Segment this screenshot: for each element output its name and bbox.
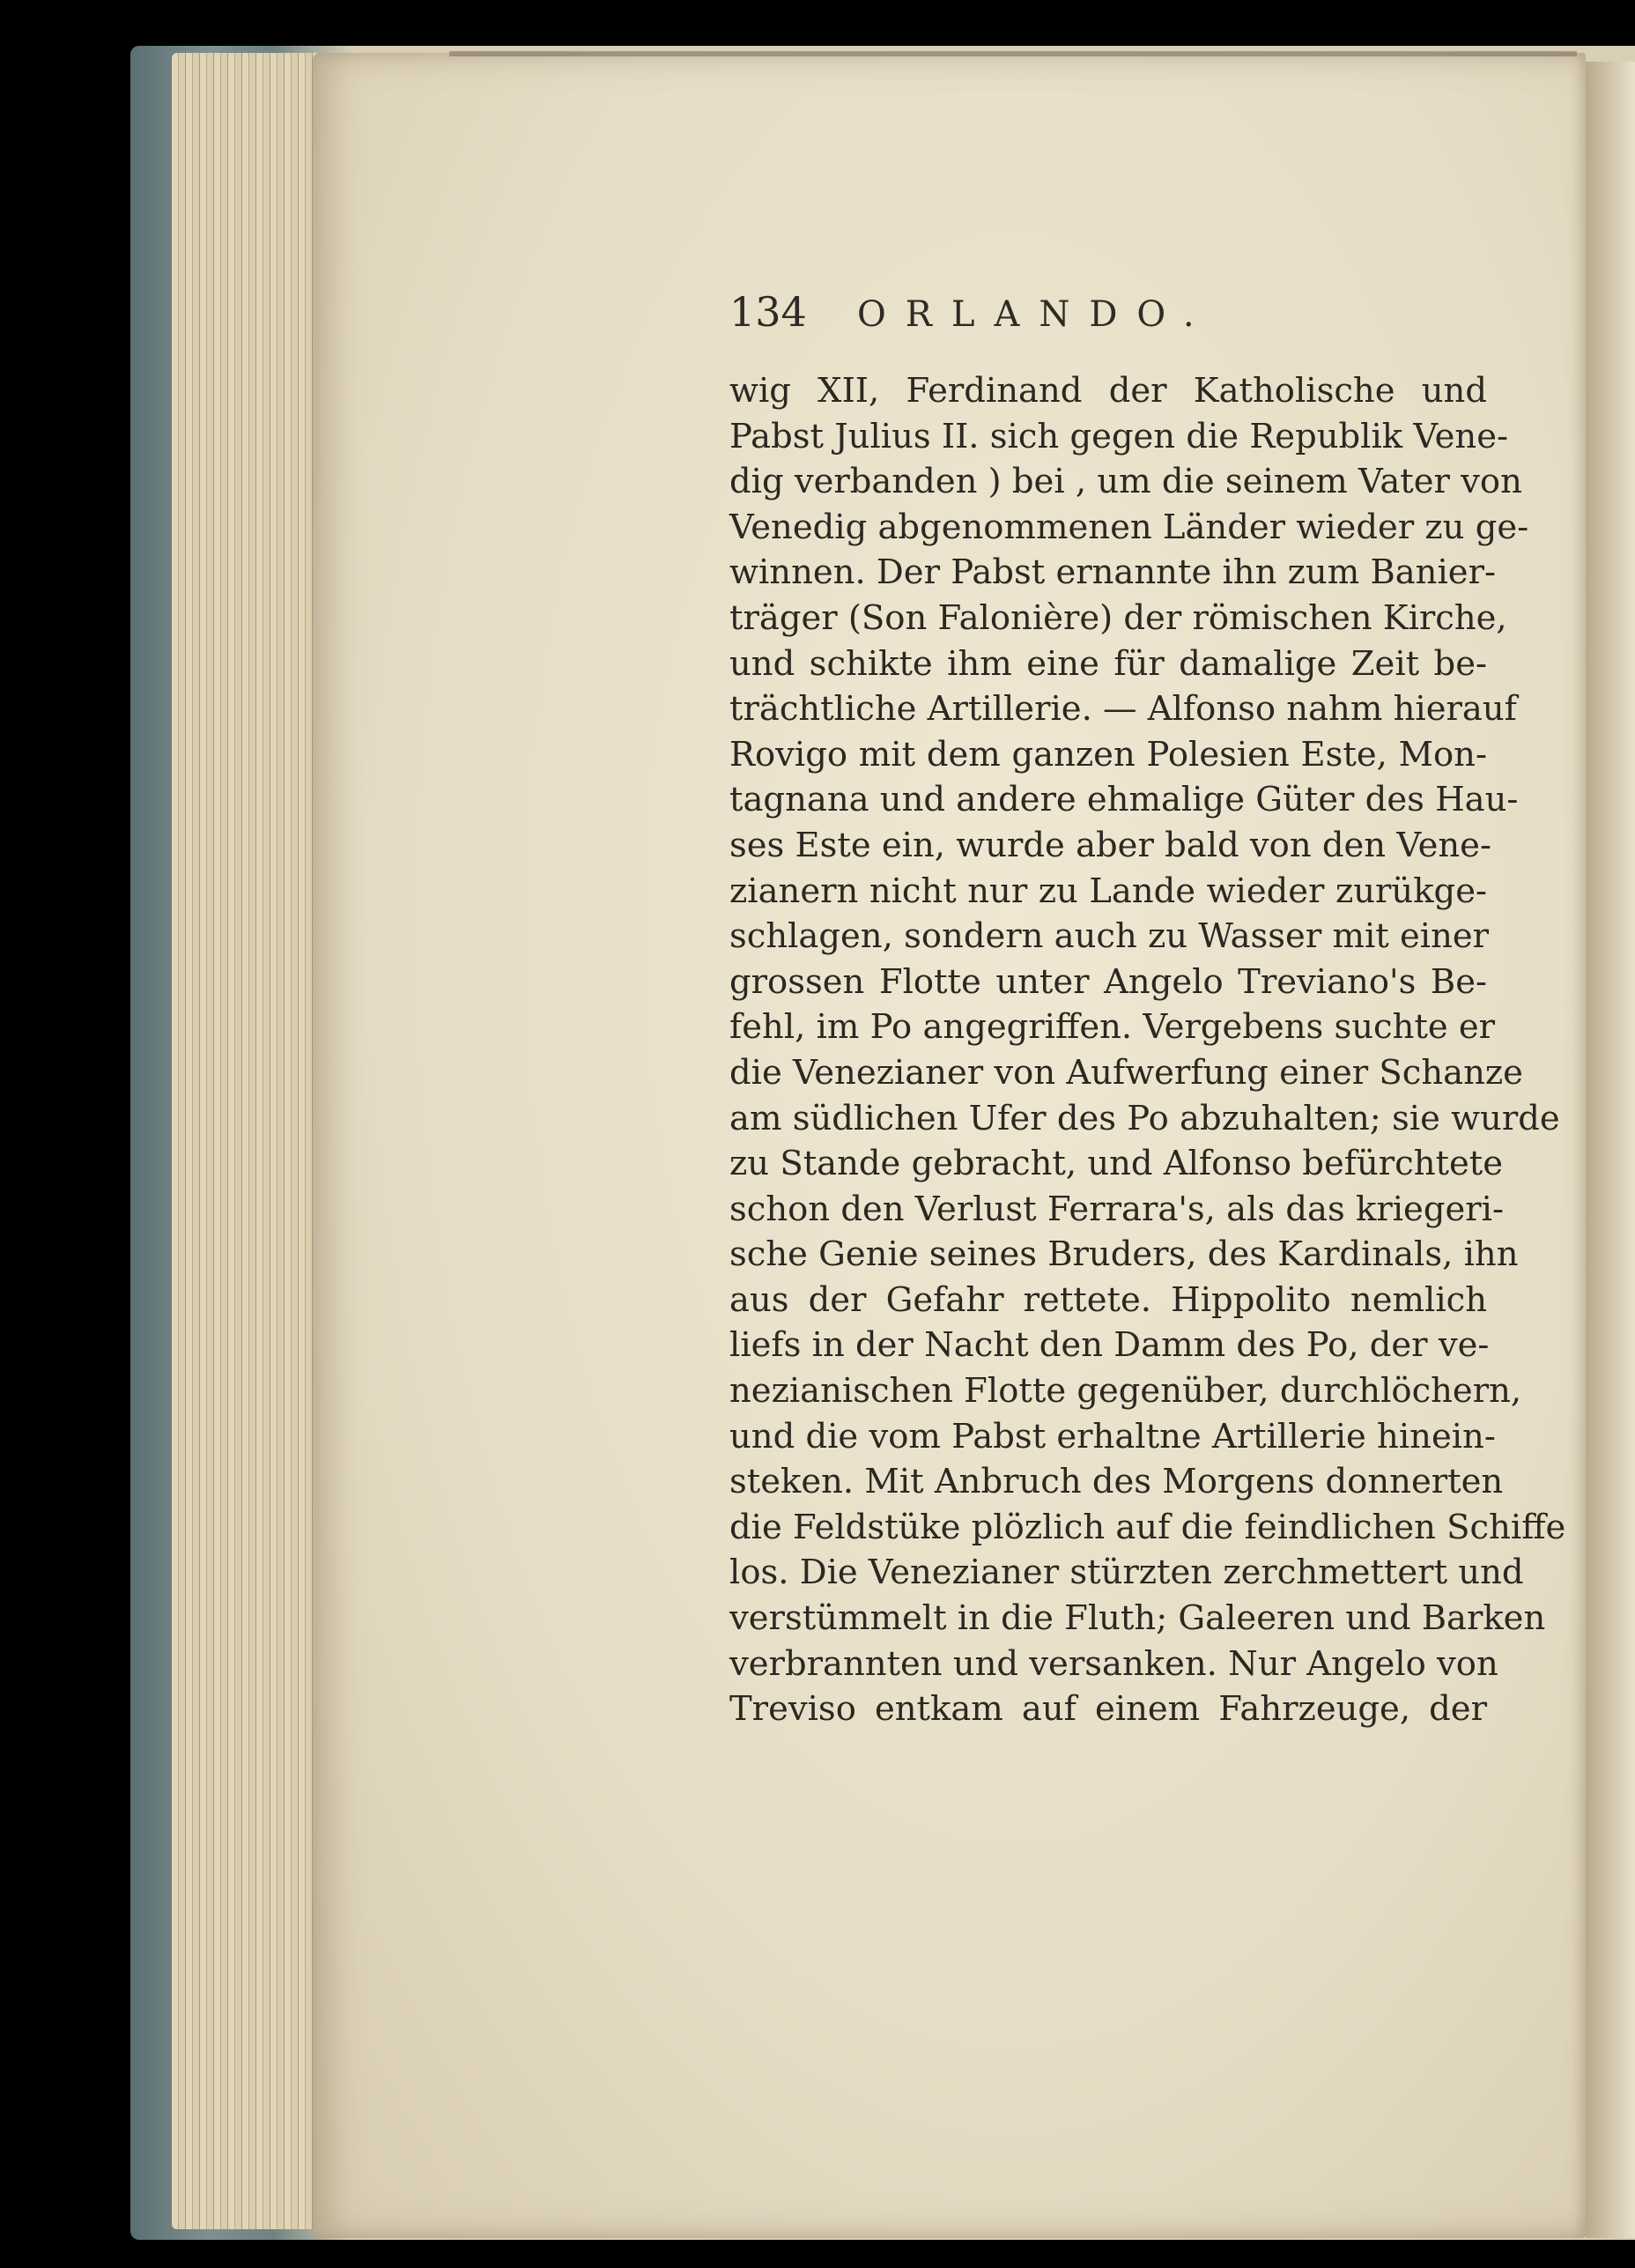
text-line: aus der Gefahr rettete. Hippolito nemlich	[729, 1279, 1487, 1320]
text-line: wig XII, Ferdinand der Katholische und	[729, 371, 1487, 411]
text-line: dig verbanden ) bei , um die seinem Vater von	[729, 462, 1522, 502]
text-line: los. Die Venezianer stürzten zerchmettert und	[729, 1553, 1524, 1593]
text-line: trächtliche Artillerie. — Alfonso nahm hierauf	[729, 689, 1517, 730]
text-line: Pabst Julius II. sich gegen die Republik Vene-	[729, 416, 1509, 456]
text-line: verbrannten und versanken. Nur Angelo von	[729, 1643, 1498, 1684]
text-line: am südlichen Ufer des Po abzuhalten; sie wurde	[729, 1098, 1560, 1138]
text-line: zianern nicht nur zu Lande wieder zurükge-	[729, 871, 1487, 911]
page-top-edge	[449, 51, 1577, 56]
text-line: die Feldstüke plözlich auf die feindlichen Schiffe	[729, 1507, 1566, 1547]
text-line: winnen. Der Pabst ernannte ihn zum Banier-	[729, 552, 1496, 593]
text-line: die Venezianer von Aufwerfung einer Schanze	[729, 1052, 1523, 1093]
text-line: grossen Flotte unter Angelo Treviano's Be-	[729, 961, 1487, 1002]
text-line: tagnana und andere ehmalige Güter des Hau-	[729, 780, 1519, 820]
text-line: träger (Son Falonière) der römischen Kirche,	[729, 597, 1507, 638]
text-line: Venedig abgenommenen Länder wieder zu ge-	[729, 507, 1529, 547]
text-line: steken. Mit Anbruch des Morgens donnerten	[729, 1462, 1504, 1502]
text-line: nezianischen Flotte gegenüber, durchlöchern,	[729, 1371, 1522, 1412]
text-line: sche Genie seines Bruders, des Kardinals, ihn	[729, 1234, 1519, 1275]
text-line: fehl, im Po angegriffen. Vergebens suchte er	[729, 1007, 1496, 1048]
running-head	[729, 288, 1214, 359]
text-line: Rovigo mit dem ganzen Polesien Este, Mon-	[729, 734, 1487, 775]
page-number: 134	[729, 288, 807, 336]
text-line: liefs in der Nacht den Damm des Po, der ve-	[729, 1325, 1490, 1366]
facing-page-edge	[1586, 62, 1635, 2238]
text-line: schlagen, sondern auch zu Wasser mit einer	[729, 916, 1490, 957]
text-line: Treviso entkam auf einem Fahrzeuge, der	[729, 1689, 1487, 1730]
text-line: verstümmelt in die Fluth; Galeeren und Barken	[729, 1598, 1546, 1639]
text-line: zu Stande gebracht, und Alfonso befürchtete	[729, 1144, 1504, 1184]
text-line: und die vom Pabst erhaltne Artillerie hinein-	[729, 1416, 1496, 1456]
text-line: und schikte ihm eine für damalige Zeit be-	[729, 643, 1487, 684]
text-line: schon den Verlust Ferrara's, als das kriegeri-	[729, 1189, 1504, 1229]
text-line: ses Este ein, wurde aber bald von den Vene-	[729, 825, 1491, 865]
body-text	[729, 368, 1566, 1732]
running-title: ORLANDO.	[857, 294, 1214, 335]
